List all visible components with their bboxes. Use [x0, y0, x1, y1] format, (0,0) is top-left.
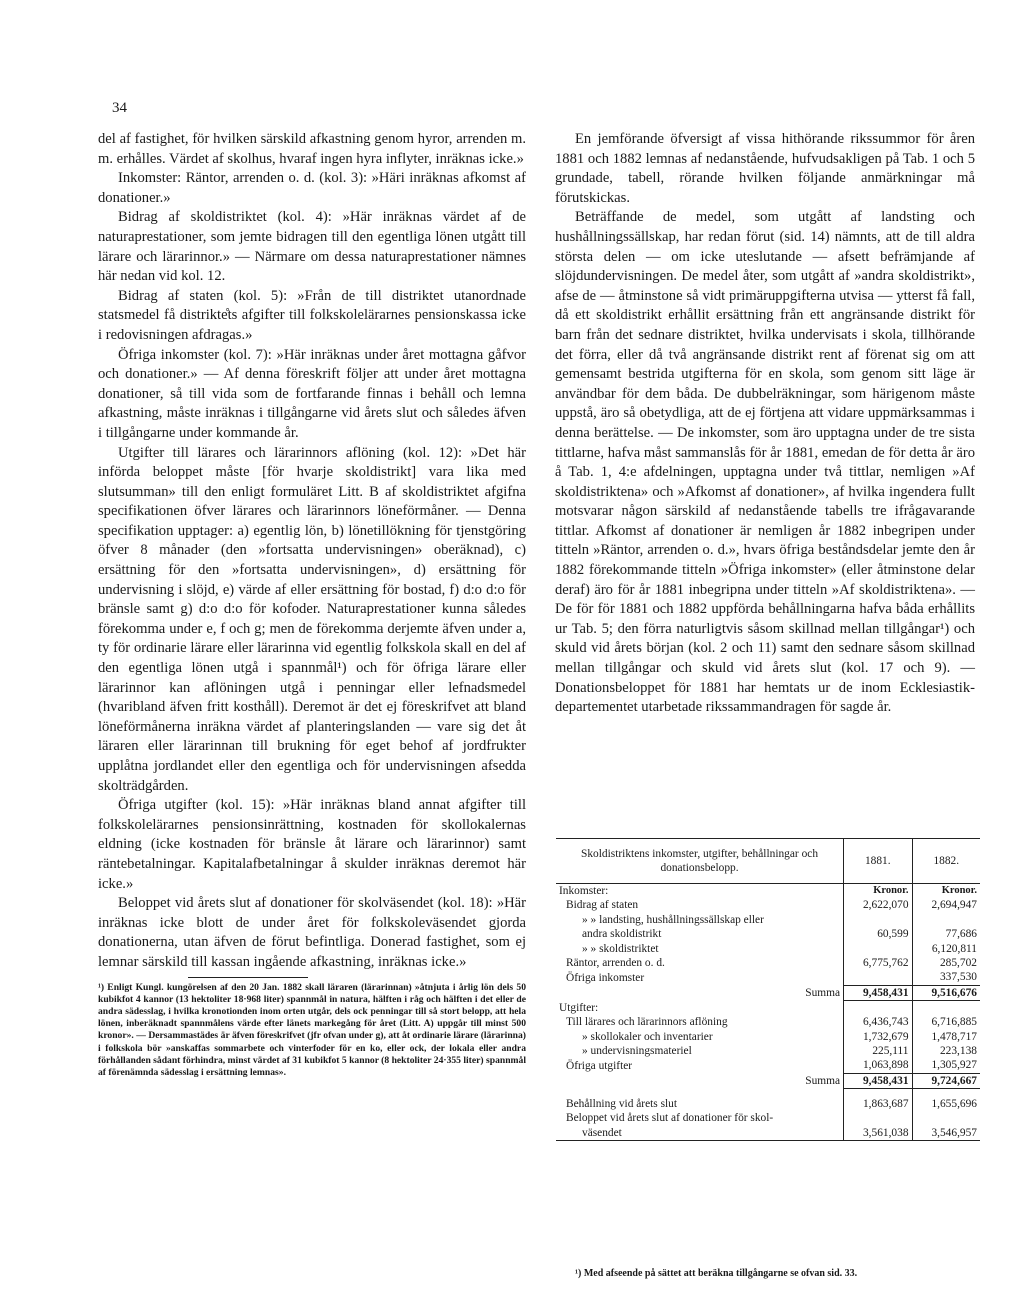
paragraph: Utgifter till lärares och lärarinnors aflöning (kol. 12): »Det här införda beloppet måste [för hvarje skoldistrikt] vara lika med slutsumman» till den enligt formuläret Litt. B af skoldistriktet afgifna specifikationen öfver lärares och lärarinnors löneförmåner. — Denna specifikation upptager: a) egentlig lön, b) lönetillökning för tjenstgöring öfver 8 månader (den »fortsatta undervisningen» oberäknad), c) ersättning för den »fortsatta undervisningen», d) ersättning för undervisning i slöjd, e) värde af eller ersättning för bostad, f) d:o d:o för bränsle samt g) d:o d:o för kofoder. Naturaprestationer kunna således förekomma under e, f och g; men de förekomma derjemte äfven under a, ty för ordinarie lärare eller lärarinna vid egentlig folkskola skall en del af den egentliga lönen utgå i spannmål¹) och för öfriga lärare eller lärarinnor kan aflöningen utgå i penningar eller lefnadsmedel (hvaribland äfven fritt kosthåll). Deremot är det ej föreskrifvet att bland löneförmånerna inräkna värdet af planteringslanden — vare sig det åt läraren eller lärarinnan till brukning för eget behof af jordfrukter upplåtna jordlandet eller den egentliga och för undervisningen afsedda skolträdgården. [98, 444, 526, 794]
footnote-divider [188, 977, 308, 978]
utgifter-heading: Utgifter: [556, 1001, 844, 1015]
row-label: Bidrag af staten [556, 898, 844, 912]
table-row [556, 913, 980, 927]
paragraph: Bidrag af staten (kol. 5): »Från de till distriktet utanordnade statsmedel få distrikte̊ts afgifter till folkskolelärarnes pensionskassa icke i redovisningen afdragas.» [98, 287, 526, 343]
expense-total-1882: 9,724,667 [912, 1073, 980, 1088]
table-header-1882: 1882. [912, 839, 980, 884]
paragraph: Beträffande de medel, som utgått af landsting och hushållningssällskap, har redan förut (sid. 14) nämnts, att de till aldra största delen — om icke uteslutande — afsett befrämjande af slöjdundervisningen. De medel åter, som utgått af »andra skoldistrikt», afse de — åtminstone så vidt primäruppgifterna utvisa — ytterst få fall, då ett skoldistrikt erhållit ersättning från ett angränsande distrikt för barn från det sednare distriktet, hvilka undervisats i skola, tillhörande det förra, eller då två angränsande distrikt rent af förenat sig om att gemensamt bestrida utgifterna för en skola, som genom sitt läge är användbar för dem båda. De dubbelräkningar, som härigenom måste uppstå, äro så obetydliga, att de ej förtjena att vidare uppmärksammas i denna berättelse. — De inkomster, som äro upptagna under de tre sista tittlarne, hafva måst sammanslås för år 1881, emedan de för detta år äro å Tab. 1, 4:e afdelningen, upptagna under två tittlar, nemligen »Af skoldistriktena» och »Afkomst af donationer», af hvilka ingendera fullt motsvarar någon särskild af nedanstående tabells tre ifrågavarande tittlar. Afkomst af donationer är nemligen år 1882 inbegripen under titteln »Räntor, arrenden o. d.», hvars öfriga beståndsdelar jemte den år 1882 förekommande titteln »Öfriga inkomster» (eller åtminstone delar deraf) äro för år 1881 inbegripna under titteln »Af skoldistriktena». — De för för 1881 och 1882 uppförda behållningarna hafva båda erhållits ur Tab. 5; den förra naturligtvis såsom skillnad mellan tillgångar¹) och skuld vid årets början (kol. 2 och 11) samt den sednare såsom skillnad mellan tillgångar och skuld vid årets slut (kol. 17 och 9). — Donationsbeloppet för 1881 har hemtats ur de inom Ecklesiastik-departementet utarbetade rikssammandragen för sagde år. [555, 209, 975, 716]
table-row [556, 1111, 980, 1125]
row-label: » undervisningsmateriel [556, 1044, 844, 1058]
paragraph: Bidrag af skoldistriktet (kol. 4): »Här inräknas värdet af de naturaprestationer, som jemte bidragen till den egentliga lönen utgått till lärare och lärarinnor.» — Närmare om dessa naturaprestationer nämnes här nedan vid kol. 12. [98, 209, 526, 285]
table-row [556, 1015, 980, 1029]
cell-1881: 2,622,070 [844, 898, 912, 912]
paragraph: En jemförande öfversigt af vissa hithörande rikssummor för åren 1881 och 1882 lemnas af nedanstående, hufvudsakligen på Tab. 1 och 5 grundade, tabell, rörande hvilken följande anmärkningar må förutskickas. [555, 131, 975, 206]
cell-1881: 1,863,687 [844, 1089, 912, 1111]
summa-label: Summa [556, 985, 844, 1000]
table-row [556, 1058, 980, 1073]
row-label: Öfriga utgifter [556, 1058, 844, 1073]
unit-1881: Kronor. [844, 884, 912, 899]
cell-1882: 285,702 [939, 957, 977, 970]
table-row [556, 1126, 980, 1141]
row-label: » » skoldistriktet [556, 942, 844, 956]
paragraph: Öfriga utgifter (kol. 15): »Här inräknas bland annat afgifter till folkskolelärarnes pensionsinrättning, kostnaden för skollokalernas eldning (icke kostnaden för bränsle åt lärare och lärarinnor) samt räntebetalningar. Kapitalafbetalningar å skulder inräknas deremot här icke.» [98, 797, 526, 892]
cell-1882: 77,686 [945, 928, 977, 941]
unit-1882: Kronor. [941, 885, 977, 896]
row-label: Räntor, arrenden o. d. [556, 956, 844, 970]
cell-1882: 3,546,957 [912, 1126, 980, 1141]
income-total-1881: 9,458,431 [844, 985, 912, 1000]
row-label: Beloppet vid årets slut af donationer för skol- [556, 1111, 844, 1125]
cell-1882: 1,655,696 [931, 1097, 977, 1110]
income-total-1882: 9,516,676 [912, 985, 980, 1000]
table-row [556, 884, 980, 899]
cell-1882: 1,478,717 [931, 1030, 977, 1043]
accounts-table [556, 838, 980, 1141]
table-header-1881: 1881. [844, 839, 912, 884]
cell-1882: 2,694,947 [931, 899, 977, 912]
cell-1881: 1,732,679 [844, 1030, 912, 1044]
cell-1881: 225,111 [844, 1044, 912, 1058]
paragraph: Inkomster: Räntor, arrenden o. d. (kol. 3): »Häri inräknas afkomst af donationer.» [98, 170, 526, 206]
summa-label: Summa [556, 1073, 844, 1088]
accounts-table-wrapper [556, 838, 980, 1141]
table-row [556, 1030, 980, 1044]
cell-1881 [844, 913, 912, 927]
expense-total-1881: 9,458,431 [844, 1073, 912, 1088]
table-row [556, 927, 980, 941]
row-label: Behållning vid årets slut [556, 1089, 844, 1111]
paragraph: Beloppet vid årets slut af donationer för skolväsendet (kol. 18): »Här inräknas icke blott de under året för folkskoleväsendet gjorda donationerna, utan äfven de förut befintliga. Donerad fastighet, som ej lemnar särskild till kassan ingående afkastning, inräknas icke.» [98, 895, 526, 970]
left-column [98, 130, 526, 1079]
page-number: 34 [112, 100, 127, 116]
cell-1881: 3,561,038 [844, 1126, 912, 1141]
cell-1881: 1,063,898 [844, 1058, 912, 1073]
table-row [556, 1089, 980, 1111]
row-label: » » landsting, hushållningssällskap eller [556, 913, 844, 927]
table-row [556, 1044, 980, 1058]
table-row [556, 942, 980, 956]
table-row [556, 985, 980, 1000]
cell-1881 [844, 942, 912, 956]
cell-1881: 60,599 [844, 927, 912, 941]
paragraph: del af fastighet, för hvilken särskild afkastning genom hyror, arrenden m. m. erhålles. Värdet af skolhus, hvaraf ingen hyra inflyter, inräknas icke.» [98, 131, 526, 167]
table-footnote: ¹) Med afseende på sättet att beräkna tillgångarne se ofvan sid. 33. [575, 1268, 858, 1279]
footnote: ¹) Enligt Kungl. kungörelsen af den 20 Jan. 1882 skall läraren (lärarinnan) »åtnjuta i årlig lön dels 50 kubikfot 4 kannor (13 hektoliter 18·968 liter) spannmål in natura, hälften i råg och hälften i det eller de andra sädesslag, i hvilka kronotionden inom orten utgår, dels ock penningar till så stort belopp, att hela lönen, inberäknadt spannmålens värde efter länets markegång för året (Litt. A) uppgår till minst 500 kronor». — Dersammastädes är äfven föreskrifvet (jfr ofvan under g), att åt ordinarie lärare (lärarinna) i folkskola bör »anskaffas sommarbete och vinterfoder för en ko, eller ock, der lokala eller andra förhållanden sådant förhindra, minst värdet af 31 kubikfot 5 kannor (8 hektoliter 24·355 liter) spannmål af förenämnda sädesslag i ersättning lemnas». [98, 981, 526, 1078]
cell-1882: 6,716,885 [931, 1016, 977, 1029]
table-row [556, 1073, 980, 1088]
cell-1882: 223,138 [939, 1044, 977, 1057]
right-column [555, 130, 975, 718]
table-row [556, 970, 980, 985]
table-row [556, 898, 980, 912]
table-row [556, 1001, 980, 1015]
cell-1882: 6,120,811 [931, 942, 977, 955]
cell-1882: 337,530 [939, 971, 977, 984]
cell-1881: 6,436,743 [844, 1015, 912, 1029]
table-row [556, 956, 980, 970]
paragraph: Öfriga inkomster (kol. 7): »Här inräknas under året mottagna gåfvor och donationer.» — Af denna föreskrift följer att under året mottagna donationer, så till vida som de fortfarande finnas i behåll och lemna afkastning, måste inräknas i tillgångarne vid årets slut och således äfven i tillgångarne under kommande år. [98, 346, 526, 441]
row-label: Till lärares och lärarinnors aflöning [556, 1015, 844, 1029]
row-label: » skollokaler och inventarier [556, 1030, 844, 1044]
table-header-row [556, 839, 980, 884]
cell-1882 [912, 913, 980, 927]
cell-1882: 1,305,927 [931, 1059, 977, 1072]
inkomster-heading: Inkomster: [556, 884, 844, 899]
table-header-label: Skoldistriktens inkomster, utgifter, behållningar och donationsbelopp. [556, 839, 844, 884]
row-label: väsendet [556, 1126, 844, 1141]
cell-1881 [844, 970, 912, 985]
row-label: Öfriga inkomster [556, 970, 844, 985]
cell-1881: 6,775,762 [844, 956, 912, 970]
row-label: andra skoldistrikt [556, 927, 844, 941]
